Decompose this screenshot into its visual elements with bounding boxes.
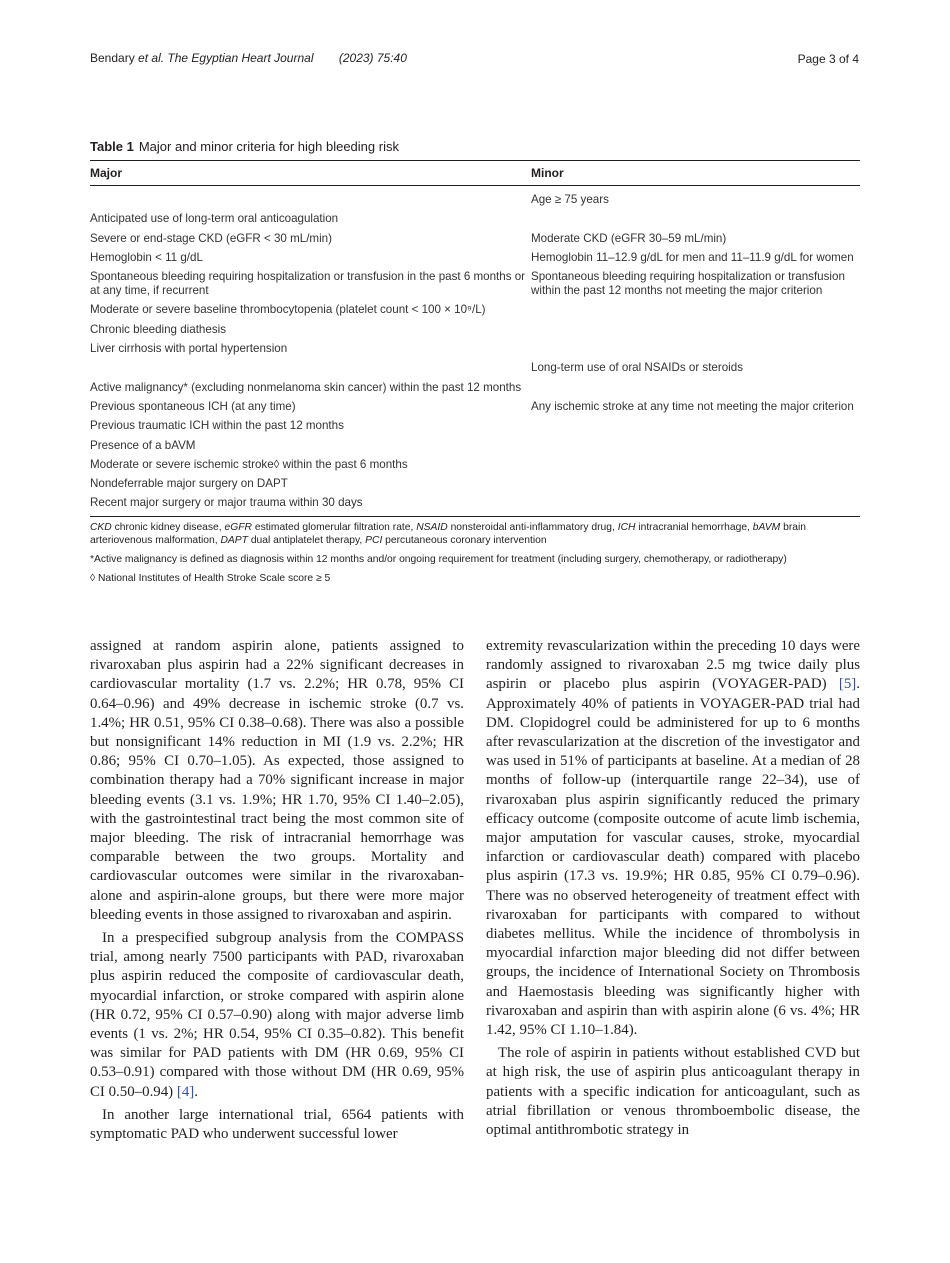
table-row — [90, 342, 860, 356]
cell-major: Spontaneous bleeding requiring hospitalization or transfusion in the past 6 months or at any time, if recurrent — [90, 270, 526, 298]
table-row — [90, 361, 860, 375]
cell-minor — [531, 458, 860, 472]
table-row — [90, 323, 860, 337]
table-row — [90, 303, 860, 317]
cell-major: Presence of a bAVM — [90, 438, 196, 452]
cell-major: Previous traumatic ICH within the past 12 months — [90, 419, 344, 433]
cell-major — [90, 193, 531, 207]
table-row — [90, 212, 860, 226]
table-row — [90, 496, 860, 510]
table-1 — [90, 139, 860, 591]
table-row — [90, 193, 860, 207]
cell-minor: Spontaneous bleeding requiring hospitalization or transfusion within the past 12 months not meeting the major criterion — [531, 270, 845, 298]
table-notes — [90, 521, 860, 585]
table-abbreviations: CKD chronic kidney disease, eGFR estimated glomerular filtration rate, NSAID nonsteroidal anti-inflammatory drug, ICH intracranial hemorrhage, bAVM brain arteriovenous malformation, DAPT dual antiplatelet therapy, PCI percutaneous coronary intervention — [90, 521, 807, 546]
table-row — [90, 439, 860, 453]
paragraph: The role of aspirin in patients without established CVD but at high risk, the use of aspirin plus anticoagulant therapy in patients with a specific indication for anticoagulant, such as atrial fibrillation or venous thromboembolic disease, the optimal antithrombotic strategy in — [486, 1045, 860, 1139]
table-row — [90, 232, 860, 246]
cell-major: Moderate or severe baseline thrombocytopenia (platelet count < 100 × 10⁹/L) — [90, 303, 486, 317]
table-row — [90, 477, 860, 491]
cell-major: Severe or end-stage CKD (eGFR < 30 mL/min) — [90, 231, 332, 245]
table-row — [90, 251, 860, 265]
cell-minor — [531, 303, 860, 317]
header-volume: (2023) 75:40 — [338, 51, 407, 65]
cell-minor: Age ≥ 75 years — [531, 193, 609, 206]
cell-major: Moderate or severe ischemic stroke◊ within the past 6 months — [90, 457, 408, 471]
table-label: Table 1 — [90, 139, 134, 154]
table-body — [90, 186, 860, 510]
table-row — [90, 419, 860, 433]
page-number: Page 3 of 4 — [797, 52, 859, 66]
cell-minor: Long-term use of oral NSAIDs or steroids — [531, 361, 743, 375]
paragraph: assigned at random aspirin alone, patients assigned to rivaroxaban plus aspirin had a 22% significant decreases in cardiovascular mortality (1.7 vs. 2.2%; HR 0.78, 95% CI 0.64–0.96) and 49% decrease in ischemic stroke (0.7 vs. 1.4%; HR 0.51, 95% CI 0.38–0.68). There was also a possible but nonsignificant 14% reduction in MI (1.9 vs. 2.2%; HR 0.86; 95% CI 0.70–1.05). As expected, those assigned to combination therapy had a 70% significant increase in major bleeding events (3.1 vs. 1.9%; HR 1.70, 95% CI 1.40–2.05), with the gastrointestinal tract being the most common site of major bleeding. The risk of intracranial hemorrhage was comparable between the two groups. Mortality and cardiovascular outcomes were similar in the rivaroxaban-alone and aspirin-alone groups, but there were more major bleeding events in those assigned to rivaroxaban and aspirin. — [90, 638, 464, 923]
column-header-minor: Minor — [531, 166, 564, 180]
table-title: Major and minor criteria for high bleeding risk — [138, 139, 399, 154]
table-row — [90, 381, 860, 395]
cell-major: Anticipated use of long-term oral anticoagulation — [90, 212, 339, 226]
column-header-major: Major — [90, 166, 123, 180]
header-journal: The Egyptian Heart Journal — [167, 51, 314, 65]
cell-minor: Any ischemic stroke at any time not meeting the major criterion — [531, 399, 854, 413]
cell-minor — [531, 477, 860, 491]
table-row — [90, 400, 860, 414]
header-authors: Bendary — [90, 51, 135, 65]
body-column-right — [486, 637, 860, 1140]
cell-minor — [531, 212, 860, 226]
paragraph: In another large international trial, 6564 patients with symptomatic PAD who underwent successful lower — [90, 1106, 464, 1143]
cell-major: Previous spontaneous ICH (at any time) — [90, 399, 296, 413]
cell-minor — [531, 381, 860, 395]
footnote-malignancy: *Active malignancy is defined as diagnosis within 12 months and/or ongoing requirement for treatment (including surgery, chemotherapy, or radiotherapy) — [90, 553, 787, 565]
table-row — [90, 458, 860, 472]
cell-minor: Hemoglobin 11–12.9 g/dL for men and 11–11.9 g/dL for women — [531, 250, 854, 264]
cell-major: Liver cirrhosis with portal hypertension — [90, 342, 288, 356]
cell-minor: Moderate CKD (eGFR 30–59 mL/min) — [531, 231, 727, 245]
cell-major: Active malignancy* (excluding nonmelanoma skin cancer) within the past 12 months — [90, 380, 522, 394]
citation-link[interactable]: [5] — [838, 676, 857, 693]
table-header-row — [90, 161, 860, 185]
cell-major — [90, 361, 531, 375]
table-caption — [90, 139, 860, 154]
cell-minor — [531, 439, 860, 453]
table-row — [90, 270, 860, 298]
footnote-stroke: ◊ National Institutes of Health Stroke Scale score ≥ 5 — [90, 572, 331, 584]
body-column-left — [90, 637, 464, 1144]
cell-major: Recent major surgery or major trauma within 30 days — [90, 496, 363, 510]
cell-major: Chronic bleeding diathesis — [90, 322, 226, 336]
header-et-al: et al. — [138, 51, 165, 65]
running-header — [90, 51, 407, 65]
cell-minor — [531, 323, 860, 337]
paragraph: extremity revascularization within the preceding 10 days were randomly assigned to rivaroxaban 2.5 mg twice daily plus aspirin or placebo plus aspirin (VOYAGER-PAD) [5]. Approximately 40% of patients in VOYAGER-PAD trial had DM. Clopidogrel could be administered for up to 6 months after revascularization at the discretion of the investigator and was used in 51% of participants at baseline. At a median of 28 months of follow-up (interquartile range 22–34), use of rivaroxaban plus aspirin significantly reduced the primary efficacy outcome (composite outcome of acute limb ischemia, major amputation for vascular causes, stroke, myocardial infarction or cardiovascular death) compared with placebo plus aspirin (17.3 vs. 19.9%; HR 0.85, 95% CI 0.79–0.96). There was no observed heterogeneity of treatment effect with rivaroxaban for participants with compared to without diabetes mellitus. While the incidence of thrombolysis in myocardial infarction major bleeding did not differ between groups, the incidence of International Society on Thrombosis and Haemostasis bleeding was significantly higher with rivaroxaban and aspirin than with aspirin alone (6 vs. 4%; HR 1.42, 95% CI 1.10–1.84). — [486, 638, 860, 1039]
cell-major: Nondeferrable major surgery on DAPT — [90, 477, 288, 491]
citation-link[interactable]: [4] — [176, 1083, 195, 1100]
cell-minor — [531, 496, 860, 510]
cell-major: Hemoglobin < 11 g/dL — [90, 250, 203, 264]
cell-minor — [531, 342, 860, 356]
cell-minor — [531, 419, 860, 433]
paragraph: In a prespecified subgroup analysis from the COMPASS trial, among nearly 7500 participants with PAD, rivaroxaban plus aspirin reduced the composite of cardiovascular death, myocardial infarction, or stroke compared with aspirin alone (HR 0.72, 95% CI 0.57–0.90) along with major adverse limb events (1 vs. 2%; HR 0.54, 95% CI 0.35–0.82). This benefit was similar for PAD patients with DM (HR 0.69, 95% CI 0.53–0.91) compared with those without DM (HR 0.69, 95% CI 0.50–0.94) [4]. — [90, 930, 464, 1100]
